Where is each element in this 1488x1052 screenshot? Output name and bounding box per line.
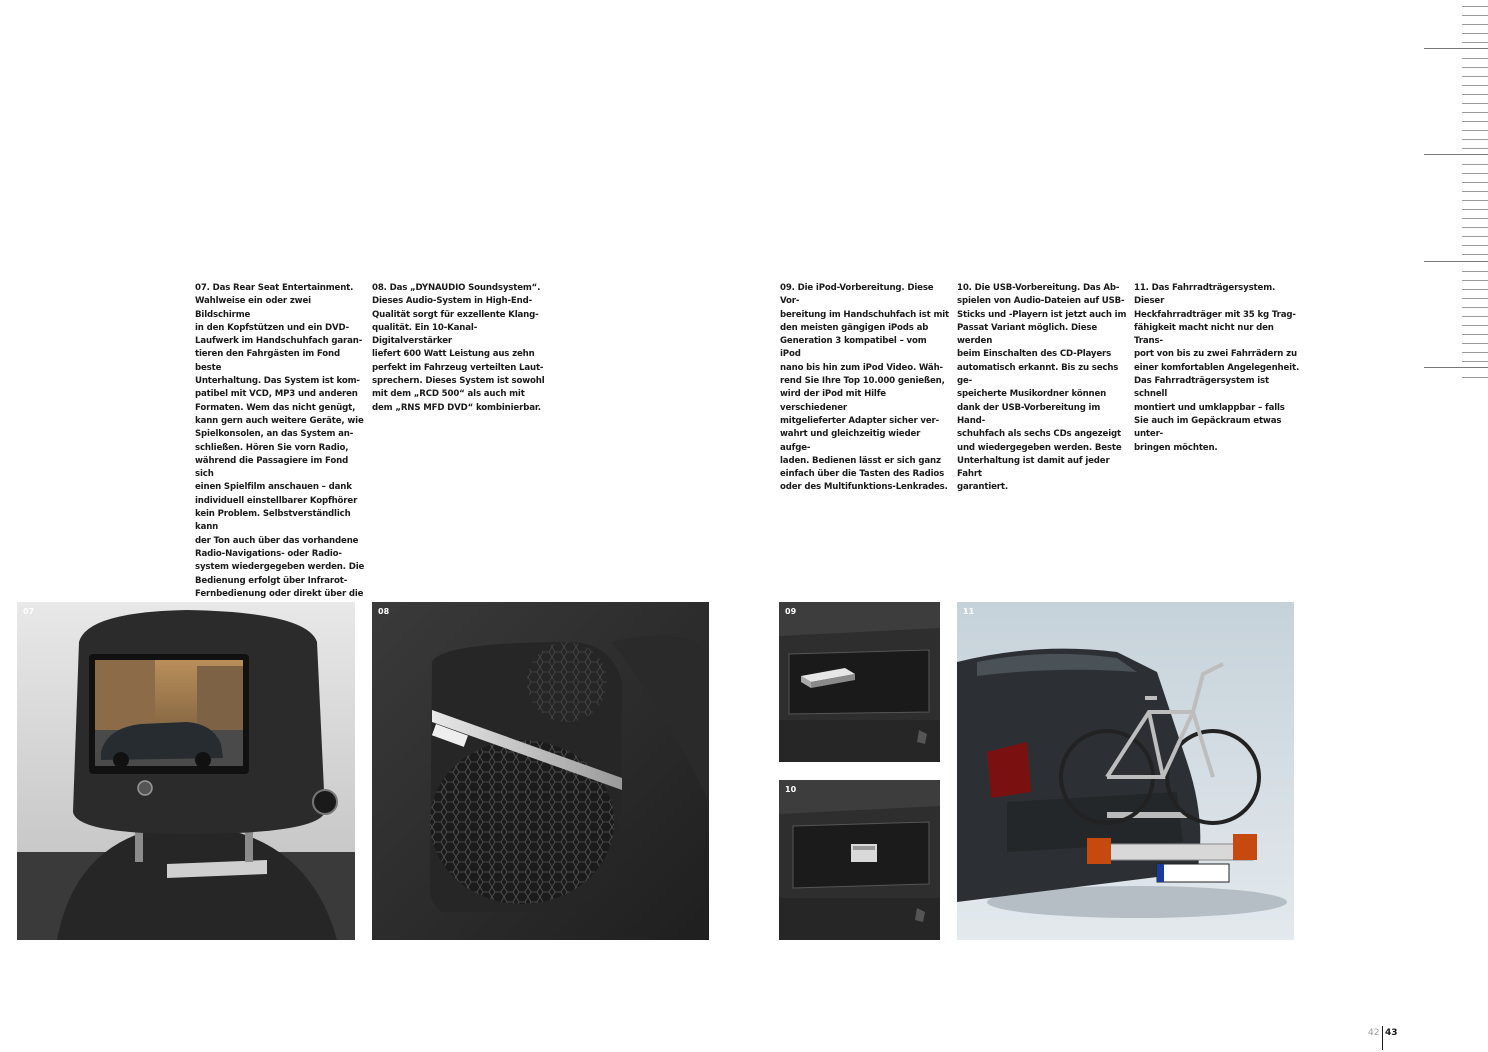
text-column-09: 09. Die iPod-Vorbereitung. Diese Vor- bereitung im Handschuhfach ist mit den meisten gängigen iPods ab Generation 3 kompatibel – vom iPod nano bis hin zum iPod Video. Wäh- rend Sie Ihre Top 10.000 genießen, wird der iPod mit Hilfe verschiedener mitgelieferter Adapter sicher ver- wahrt und gleichzeitig wieder aufge- laden. Bedienen lässt er sich ganz einfach über die Tasten des Radios oder des Multifunktions-Lenkrades. [780, 283, 950, 493]
photo-08-speaker [372, 602, 709, 940]
photo-label: 09 [785, 607, 797, 616]
photo-11-bike-carrier [957, 602, 1294, 940]
text-column-11: 11. Das Fahrradträgersystem. Dieser Heckfahrradträger mit 35 kg Trag- fähigkeit macht nicht nur den Trans- port von bis zu zwei Fahrrädern zu einer komfortablen Angelegenheit. Das Fahrradträgersystem ist schnell montiert und umklappbar – falls Sie auch im Gepäckraum etwas unter- bringen möchten. [1134, 283, 1300, 453]
page-number-right: 43 [1385, 1028, 1398, 1038]
photo-label: 07 [23, 607, 35, 616]
photo-label: 08 [378, 607, 390, 616]
photo-label: 10 [785, 785, 797, 794]
photo-10-usb-glovebox [779, 780, 940, 940]
photo-07-headrest-monitor [17, 602, 355, 940]
photo-09-ipod-glovebox [779, 602, 940, 762]
text-column-07: 07. Das Rear Seat Entertainment. Wahlweise ein oder zwei Bildschirme in den Kopfstützen und ein DVD- Laufwerk im Handschuhfach garan- tieren den Fahrgästen im Fond beste Unterhaltung. Das System ist kom- patibel mit VCD, MP3 und anderen Formaten. Wem das nicht genügt, kann gern auch weitere Geräte, wie Spielkonsolen, an das System an- schließen. Hören Sie vorn Radio, während die Passagiere im Fond sich einen Spielfilm anschauen – dank individuell einstellbarer Kopfhörer kein Problem. Selbstverständlich kann der Ton auch über das vorhandene Radio-Navigations- oder Radio- system wiedergegeben werden. Die Bedienung erfolgt über Infrarot- Fernbedienung oder direkt über die [195, 283, 365, 599]
photo-label: 11 [963, 607, 975, 616]
text-column-08: 08. Das „DYNAUDIO Soundsystem“. Dieses Audio-System in High-End- Qualität sorgt für exzellente Klang- qualität. Ein 10-Kanal-Digitalverstärker liefert 600 Watt Leistung aus zehn perfekt im Fahrzeug verteilten Laut- sprechern. Dieses System ist sowohl mit dem „RCD 500“ als auch mit dem „RNS MFD DVD“ kombinierbar. [372, 283, 545, 413]
text-column-10: 10. Die USB-Vorbereitung. Das Ab- spielen von Audio-Dateien auf USB- Sticks und -Playern ist jetzt auch im Passat Variant möglich. Diese werden beim Einschalten des CD-Players automatisch erkannt. Bis zu sechs ge- speicherte Musikordner können dank der USB-Vorbereitung im Hand- schuhfach als sechs CDs angezeigt und wiedergegeben werden. Beste Unterhaltung ist damit auf jeder Fahrt garantiert. [957, 283, 1127, 493]
page-number-left: 42 [1368, 1028, 1380, 1038]
page-divider [1382, 1026, 1383, 1050]
